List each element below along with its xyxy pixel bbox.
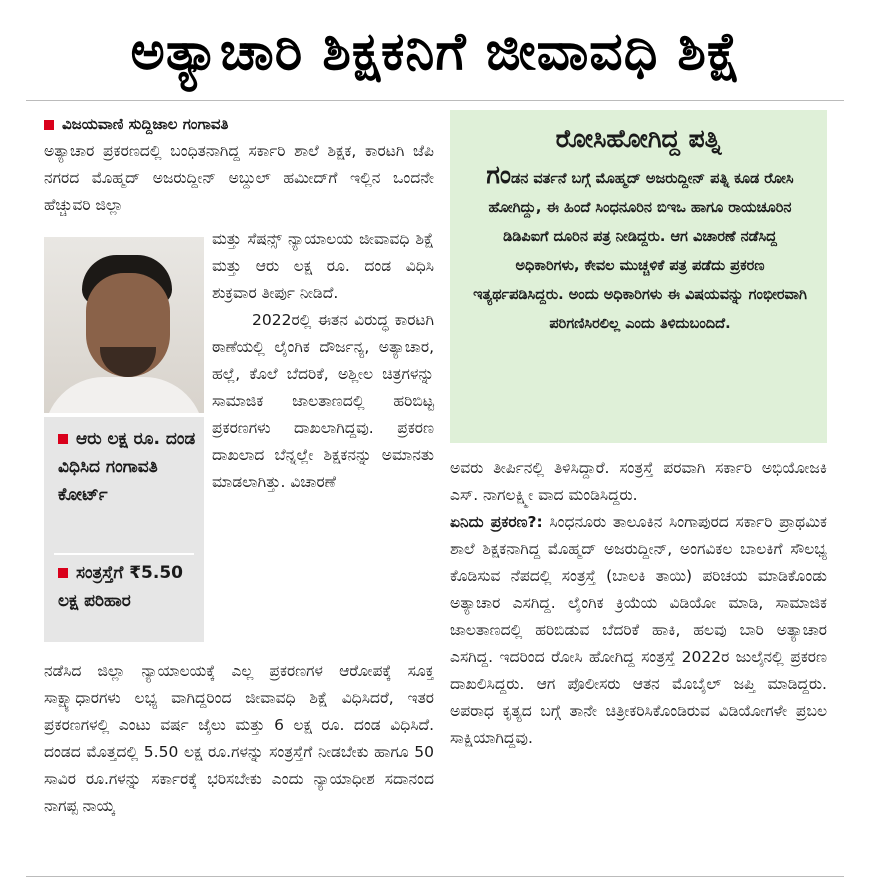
narrow-col-para-1: ಮತ್ತು ಸೆಷನ್ಸ್ ನ್ಯಾಯಾಲಯ ಜೀವಾವಧಿ ಶಿಕ್ಷೆ ಮತ್ತು ಆರು ಲಕ್ಷ ರೂ. ದಂಡ ವಿಧಿಸಿ ಶುಕ್ರವಾರ ತೀರ್ಪು ನೀಡಿದೆ. [212, 230, 434, 302]
right-col-para-1: ಅವರು ತೀರ್ಪಿನಲ್ಲಿ ತಿಳಿಸಿದ್ದಾರೆ. ಸಂತ್ರಸ್ತೆ ಪರವಾಗಿ ಸರ್ಕಾರಿ ಅಭಿಯೋಜಕಿ ಎಸ್. ನಾಗಲಕ್ಷ್ಮೀ ವಾದ ಮಂಡಿಸಿದ್ದರು. [450, 459, 827, 504]
headline-rule [26, 100, 844, 101]
bottom-rule [26, 876, 844, 877]
subhead: ಏನಿದು ಪ್ರಕರಣ?: [450, 513, 543, 531]
narrow-col-para-2: 2022ರಲ್ಲಿ ಈತನ ವಿರುದ್ಧ ಕಾರಟಗಿ ಠಾಣೆಯಲ್ಲಿ ಲೈಂಗಿಕ ದೌರ್ಜನ್ಯ, ಅತ್ಯಾಚಾರ, ಹಲ್ಲೆ, ಕೊಲೆ ಬೆದರಿಕೆ, ಅಶ್ಲೀಲ ಚಿತ್ರಗಳನ್ನು ಸಾಮಾಜಿಕ ಜಾಲತಾಣದಲ್ಲಿ ಹರಿಬಿಟ್ಟ ಪ್ರಕರಣಗಳು ದಾಖಲಾಗಿದ್ದವು. ಪ್ರಕರಣ ದಾಖಲಾದ ಬೆನ್ನಲ್ಲೇ ಶಿಕ್ಷಕನನ್ನು ಅಮಾನತು ಮಾಡಲಾಗಿತ್ತು. ವಿಚಾರಣೆ [212, 311, 434, 491]
highlight-item-1 [58, 425, 198, 509]
dateline [44, 115, 228, 133]
headline: ಅತ್ಯಾಚಾರಿ ಶಿಕ್ಷಕನಿಗೆ ಜೀವಾವಧಿ ಶಿಕ್ಷೆ [130, 22, 742, 82]
accused-photo [44, 237, 204, 413]
red-square-icon [58, 434, 68, 444]
highlight-box [44, 417, 204, 642]
sidebar-story-text [470, 160, 810, 339]
dateline-text: ವಿಜಯವಾಣಿ ಸುದ್ದಿಜಾಲ ಗಂಗಾವತಿ [62, 115, 229, 133]
sidebar-story-title: ರೋಸಿಹೋಗಿದ್ದ ಪತ್ನಿ [555, 124, 722, 153]
red-square-icon [44, 120, 54, 130]
lead-text: ಅತ್ಯಾಚಾರ ಪ್ರಕರಣದಲ್ಲಿ ಬಂಧಿತನಾಗಿದ್ದ ಸರ್ಕಾರಿ ಶಾಲೆ ಶಿಕ್ಷಕ, ಕಾರಟಗಿ ಜೆಪಿ ನಗರದ ಮೊಹ್ಮದ್ ಅಜರುದ್ದೀನ್ ಅಬ್ದುಲ್ ಹಮೀದ್‌ಗೆ ಇಲ್ಲಿನ ಒಂದನೇ ಹೆಚ್ಚುವರಿ ಜಿಲ್ಲಾ [44, 142, 434, 214]
right-col-para-2-text: ಸಿಂಧನೂರು ತಾಲೂಕಿನ ಸಿಂಗಾಪುರದ ಸರ್ಕಾರಿ ಪ್ರಾಥಮಿಕ ಶಾಲೆ ಶಿಕ್ಷಕನಾಗಿದ್ದ ಮೊಹ್ಮದ್ ಅಜರುದ್ದೀನ್, ಅಂಗವಿಕಲ ಬಾಲಕಿಗೆ ಸೌಲಭ್ಯ ಕೊಡಿಸುವ ನೆಪದಲ್ಲಿ ಸಂತ್ರಸ್ತೆ (ಬಾಲಕಿ ತಾಯಿ) ಪರಿಚಯ ಮಾಡಿಕೊಂಡು ಅತ್ಯಾಚಾರ ಎಸಗಿದ್ದ. ಲೈಂಗಿಕ ಕ್ರಿಯೆಯ ವಿಡಿಯೋ ಮಾಡಿ, ಸಾಮಾಜಿಕ ಜಾಲತಾಣದಲ್ಲಿ ಹರಿಬಿಡುವ ಬೆದರಿಕೆ ಹಾಕಿ, ಹಲವು ಬಾರಿ ಅತ್ಯಾಚಾರ ಎಸಗಿದ್ದ. ಇದರಿಂದ ರೋಸಿ ಹೋಗಿದ್ದ ಸಂತ್ರಸ್ತೆ 2022ರ ಜುಲೈನಲ್ಲಿ ಪ್ರಕರಣ ದಾಖಲಿಸಿದ್ದರು. ಆಗ ಪೊಲೀಸರು ಆತನ ಮೊಬೈಲ್ ಜಪ್ತಿ ಮಾಡಿದ್ದರು. ಅಪರಾಧ ಕೃತ್ಯದ ಬಗ್ಗೆ ತಾನೇ ಚಿತ್ರೀಕರಿಸಿಕೊಂಡಿರುವ ವಿಡಿಯೋಗಳೇ ಪ್ರಬಲ ಸಾಕ್ಷಿಯಾಗಿದ್ದವು. [450, 513, 827, 747]
bottom-text: ನಡೆಸಿದ ಜಿಲ್ಲಾ ನ್ಯಾಯಾಲಯಕ್ಕೆ ಎಲ್ಲ ಪ್ರಕರಣಗಳ ಆರೋಪಕ್ಕೆ ಸೂಕ್ತ ಸಾಕ್ಷ್ಯಾಧಾರಗಳು ಲಭ್ಯ ವಾಗಿದ್ದರಿಂದ ಜೀವಾವಧಿ ಶಿಕ್ಷೆ ವಿಧಿಸಿದರೆ, ಇತರ ಪ್ರಕರಣಗಳಲ್ಲಿ ಎಂಟು ವರ್ಷ ಜೈಲು ಮತ್ತು 6 ಲಕ್ಷ ರೂ. ದಂಡ ವಿಧಿಸಿದೆ. ದಂಡದ ಮೊತ್ತದಲ್ಲಿ 5.50 ಲಕ್ಷ ರೂ.ಗಳನ್ನು ಸಂತ್ರಸ್ತೆಗೆ ನೀಡಬೇಕು ಹಾಗೂ 50 ಸಾವಿರ ರೂ.ಗಳನ್ನು ಸರ್ಕಾರಕ್ಕೆ ಭರಿಸಬೇಕು ಎಂದು ನ್ಯಾಯಾಧೀಶ ಸದಾನಂದ ನಾಗಪ್ಪ ನಾಯ್ಕ [44, 662, 434, 815]
right-col-para-2 [450, 509, 827, 752]
red-square-icon [58, 568, 68, 578]
right-column [450, 455, 827, 752]
highlight-item-2 [58, 559, 198, 615]
sidebar-story-box [450, 110, 827, 443]
lead-paragraph [44, 138, 434, 219]
dropcap: ಗಂ [486, 160, 511, 189]
highlight-divider [54, 553, 194, 555]
narrow-column [212, 226, 434, 496]
highlight-item-1-text: ಆರು ಲಕ್ಷ ರೂ. ದಂಡ ವಿಧಿಸಿದ ಗಂಗಾವತಿ ಕೋರ್ಟ್ [58, 429, 196, 505]
bottom-paragraph [44, 658, 434, 820]
sidebar-story-body: ಡನ ವರ್ತನೆ ಬಗ್ಗೆ ಮೊಹ್ಮದ್ ಅಜರುದ್ದೀನ್ ಪತ್ನಿ ಕೂಡ ರೋಸಿ ಹೋಗಿದ್ದು, ಈ ಹಿಂದೆ ಸಿಂಧನೂರಿನ ಬಿಇಒ ಹಾಗೂ ರಾಯಚೂರಿನ ಡಿಡಿಪಿಐಗೆ ದೂರಿನ ಪತ್ರ ನೀಡಿದ್ದರು. ಆಗ ವಿಚಾರಣೆ ನಡೆಸಿದ್ದ ಅಧಿಕಾರಿಗಳು, ಕೇವಲ ಮುಚ್ಚಳಿಕೆ ಪತ್ರ ಪಡೆದು ಪ್ರಕರಣ ಇತ್ಯರ್ಥಪಡಿಸಿದ್ದರು. ಅಂದು ಅಧಿಕಾರಿಗಳು ಈ ವಿಷಯವನ್ನು ಗಂಭೀರವಾಗಿ ಪರಿಗಣಿಸಿರಲಿಲ್ಲ ಎಂದು ತಿಳಿದುಬಂದಿದೆ. [473, 171, 807, 332]
highlight-item-2-text: ಸಂತ್ರಸ್ತೆಗೆ ₹5.50 ಲಕ್ಷ ಪರಿಹಾರ [58, 563, 184, 611]
